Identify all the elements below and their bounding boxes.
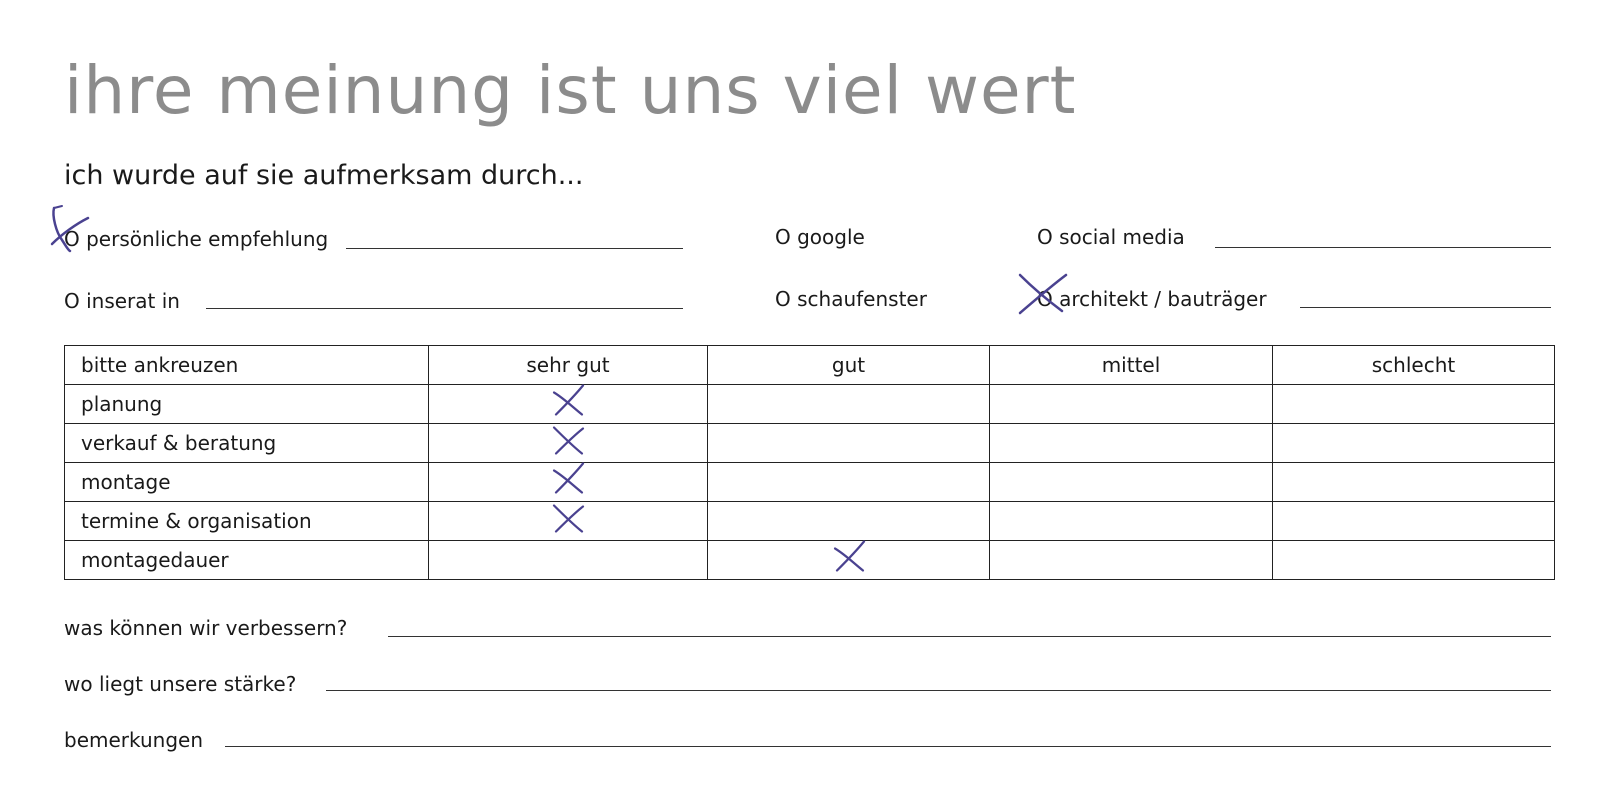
question-verbessern: was können wir verbessern? [64, 616, 348, 640]
table-row [65, 424, 1555, 463]
table-row [65, 463, 1555, 502]
table-row [65, 385, 1555, 424]
rating-cell[interactable] [429, 502, 708, 541]
question-staerke: wo liegt unsere stärke? [64, 672, 297, 696]
rating-cell[interactable] [429, 385, 708, 424]
rating-cell[interactable] [708, 385, 990, 424]
column-header-corner: bitte ankreuzen [65, 346, 429, 385]
rating-cell[interactable] [708, 424, 990, 463]
rating-table [64, 345, 1555, 580]
bemerkungen-answer-line[interactable] [225, 746, 1551, 747]
option-label: O architekt / bauträger [1037, 287, 1267, 311]
table-header-row [65, 346, 1555, 385]
option-social-media[interactable] [1037, 225, 1185, 249]
persoenliche-empfehlung-line[interactable] [346, 248, 683, 249]
section-subtitle: ich wurde auf sie aufmerksam durch... [64, 160, 584, 191]
row-label: montagedauer [65, 541, 429, 580]
handwritten-cross-mark [1016, 271, 1072, 317]
handwritten-x-mark [831, 541, 867, 580]
row-label: montage [65, 463, 429, 502]
option-label: O social media [1037, 225, 1185, 249]
rating-cell[interactable] [429, 463, 708, 502]
option-label: O inserat in [64, 289, 180, 313]
rating-cell[interactable] [708, 502, 990, 541]
staerke-answer-line[interactable] [326, 690, 1551, 691]
page-title: ihre meinung ist uns viel wert [64, 52, 1077, 129]
rating-cell[interactable] [1273, 424, 1555, 463]
option-google[interactable] [775, 225, 865, 249]
verbessern-answer-line[interactable] [388, 636, 1551, 637]
option-inserat-in[interactable] [64, 289, 180, 313]
column-header: mittel [990, 346, 1273, 385]
rating-cell[interactable] [1273, 541, 1555, 580]
option-label: O google [775, 225, 865, 249]
column-header: sehr gut [429, 346, 708, 385]
column-header: gut [708, 346, 990, 385]
rating-cell[interactable] [708, 463, 990, 502]
architekt-line[interactable] [1300, 307, 1551, 308]
rating-cell[interactable] [708, 541, 990, 580]
rating-cell[interactable] [1273, 463, 1555, 502]
rating-cell[interactable] [429, 424, 708, 463]
option-schaufenster[interactable] [775, 287, 927, 311]
column-header: schlecht [1273, 346, 1555, 385]
handwritten-x-mark [550, 424, 586, 463]
inserat-in-line[interactable] [206, 308, 683, 309]
row-label: termine & organisation [65, 502, 429, 541]
row-label: verkauf & beratung [65, 424, 429, 463]
option-label: O schaufenster [775, 287, 927, 311]
social-media-line[interactable] [1215, 247, 1551, 248]
row-label: planung [65, 385, 429, 424]
question-bemerkungen: bemerkungen [64, 728, 204, 752]
rating-cell[interactable] [429, 541, 708, 580]
handwritten-check-mark [48, 204, 92, 254]
handwritten-x-mark [550, 463, 586, 502]
rating-cell[interactable] [990, 541, 1273, 580]
option-persoenliche-empfehlung[interactable] [64, 227, 328, 251]
rating-cell[interactable] [990, 502, 1273, 541]
rating-cell[interactable] [990, 385, 1273, 424]
rating-cell[interactable] [1273, 502, 1555, 541]
rating-cell[interactable] [1273, 385, 1555, 424]
option-label: O persönliche empfehlung [64, 227, 329, 251]
rating-cell[interactable] [990, 463, 1273, 502]
rating-cell[interactable] [990, 424, 1273, 463]
handwritten-x-mark [550, 502, 586, 541]
handwritten-x-mark [550, 385, 586, 424]
table-row [65, 502, 1555, 541]
table-row [65, 541, 1555, 580]
